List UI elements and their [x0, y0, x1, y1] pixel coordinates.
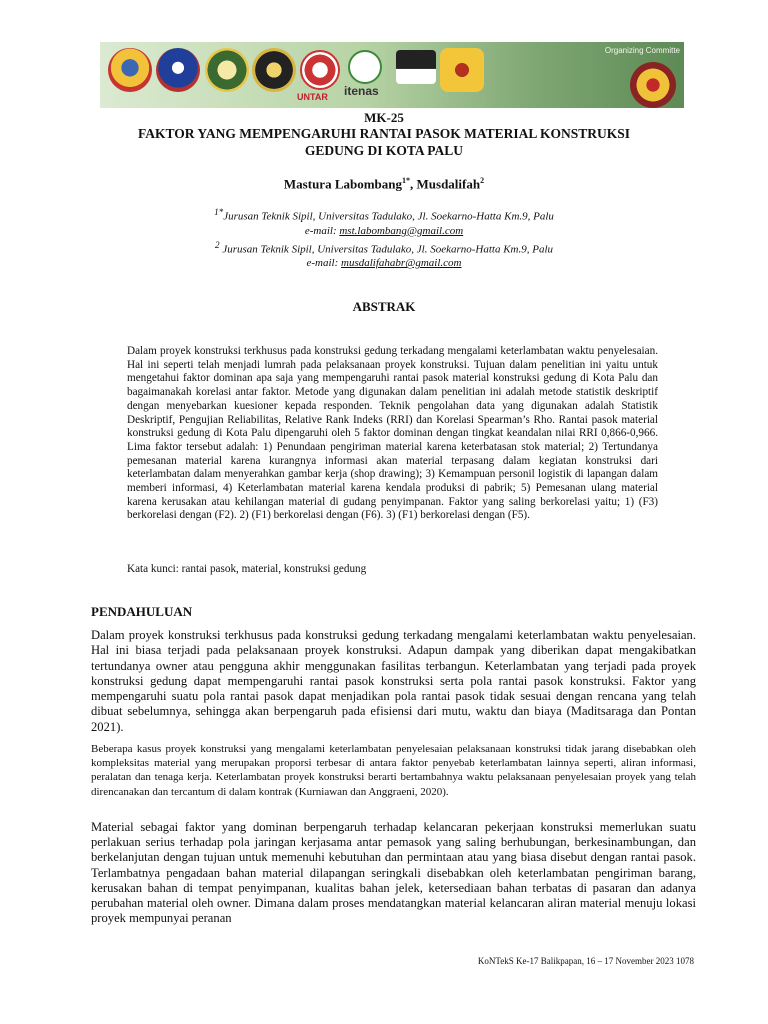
univ-logo-3: [205, 48, 249, 92]
intro-paragraph-2: Beberapa kasus proyek konstruksi yang mengalami keterlambatan penyelesaian pelaksanaan konstruksi tidak jarang disebabkan oleh kompleksitas material yang merupakan proporsi terbesar di antara faktor penyebab keterlambatan lainnya seperti, aliran informasi, peralatan dan tenaga kerja. Keterlambatan proyek konstruksi berarti bertambahnya waktu pelaksanaan penyelesaian proyek yang telah direncanakan dan tercantum di dalam kontrak (Kurniawan dan Anggraeni, 2020).: [91, 743, 696, 798]
univ-logo-2: [156, 48, 200, 92]
keywords: Kata kunci: rantai pasok, material, konstruksi gedung: [127, 563, 367, 575]
intro-paragraph-3: Material sebagai faktor yang dominan berpengaruh terhadap kelancaran pekerjaan konstruksi memerlukan suatu perlakuan serius terhadap pola jaringan kerjasama antar pemasok yang saling berhubungan, berkesinambungan, dan berkelanjutan dengan tujuan untuk memenuhi kebutuhan dan permintaan atau yang biasa disebut dengan rantai pasok. Terlambatnya pengadaan bahan material dilapangan seringkali disebabkan oleh keterlambatan pengiriman barang, kerusakan bahan di tempat penyimpanan, kualitas bahan jelek, ketersediaan bahan terbatas di pasaran dan adanya perubahan material oleh owner. Dimana dalam proses mendatangkan material kelancaran aliran material menuju lokasi proyek mempunyai peranan: [91, 820, 696, 926]
paper-title: [0, 125, 768, 159]
title-line-2: GEDUNG DI KOTA PALU: [304, 143, 464, 158]
affiliation-2: $^2$ Jurusan Teknik Sipil, Universitas Tadulako, Jl. Soekarno-Hatta Km.9, Palu: [214, 239, 554, 256]
affiliation-1: $^{1*}$Jurusan Teknik Sipil, Universitas Tadulako, Jl. Soekarno-Hatta Km.9, Palu: [214, 207, 554, 223]
itenas-label: itenas: [344, 84, 379, 98]
untar-logo: [300, 50, 340, 90]
email-1-label: e-mail: [304, 224, 333, 237]
author-separator: ,: [410, 176, 417, 192]
itenas-logo: [348, 50, 382, 84]
section-heading-pendahuluan: PENDAHULUAN: [91, 604, 193, 619]
abstract-body: Dalam proyek konstruksi terkhusus pada konstruksi gedung terkadang mengalami keterlambatan waktu penyelesaian. Hal ini seperti telah menjadi lumrah pada pelaksanaan proyek konstruksi. Tujuan dalam penelitian ini yaitu untuk mengetahui faktor dominan apa saja yang mempengaruhi rantai pasok material konstruksi gedung di Kota Palu dan bagaimanakah korelasi antar faktor. Metode yang digunakan dalam penelitian ini adalah metode statistik deskriptif dengan menyebarkan kuesioner kepada responden. Teknik pengolahan data yang digunakan adalah Statistik Deskriptif, Pengujian Reliabilitas, Relative Rank Indeks (RRI) dan Korelasi Spearman’s Rho. Rantai pasok material konstruksi gedung di Kota Palu dipengaruhi oleh 5 faktor dominan dengan tingkat keandalan nilai RRI 0,866-0,966. Lima faktor tersebut adalah: 1) Penundaan pengiriman material karena keterbatasan stok material; 2) Tertundanya pemesanan material karena kurangnya informasi akan material terpasang dalam kegiatan konstruksi dari keterlambatan dalam menyerahkan gambar kerja (shop drawing); 3) Kemampuan personil logistik di lapangan dalam memberi informasi, 4) Keterlambatan material karena kendala produksi di pabrik; 5) Pemesanan ulang material karena kerusakan atau kehilangan material di gudang penyimpanan. Faktor yang saling berkorelasi yaitu; 1) (F3) berkorelasi dengan (F2). 2) (F1) berkorelasi dengan (F6). 3) (F1) berkorelasi dengan (F5).: [127, 345, 658, 522]
email-2-line: [0, 256, 768, 270]
organizer-logo: [630, 62, 676, 108]
organizing-committee-label: Organizing Committe: [604, 46, 680, 55]
email-2-link[interactable]: musdalifahabr@gmail.com: [341, 257, 462, 270]
affiliations: [0, 205, 768, 270]
email-2-label: e-mail:: [306, 257, 339, 270]
email-1-link[interactable]: mst.labombang@gmail.com: [339, 224, 464, 237]
page-footer: KoNTekS Ke-17 Balikpapan, 16 – 17 November 2023 1078: [477, 956, 694, 966]
authors: [0, 176, 768, 192]
email-1-line: e-mail: mst.labombang@gmail.com: [304, 224, 464, 237]
author-1: Mastura Labombang: [283, 176, 403, 192]
univ-logo-1: [108, 48, 152, 92]
intro-paragraph-1: Dalam proyek konstruksi terkhusus pada konstruksi gedung terkadang mengalami keterlambatan waktu penyelesaian. Hal ini biasa terjadi pada pelaksanaan proyek konstruksi. Adapun dampak yang diberikan dapat mengakibatkan tertundanya owner atau pengguna akhir menggunakan fasilitas terbangun. Keterlambatan yang terjadi pada proyek konstruksi gedung dapat mempengaruhi rantai pasok konstruksi serta pola rantai pasok konstruksi. Faktor yang mempengaruhi suatu pola rantai pasok dapat menjadikan pola rantai pasok tidak sesuai dengan rencana yang telah dibuat sebelumnya, sehingga akan berpengaruh pada efisiensi dari mutu, waktu dan biaya (Maditsaraga dan Pontan 2021).: [91, 628, 696, 734]
abstract-heading: ABSTRAK: [352, 299, 416, 314]
conference-banner: [100, 42, 684, 108]
author-2-sup: 2: [480, 176, 485, 185]
paper-code: MK-25: [364, 110, 404, 125]
univ-logo-7: [396, 50, 436, 84]
univ-logo-4: [252, 48, 296, 92]
author-2: Musdalifah: [416, 176, 481, 192]
author-1-sup: 1*: [402, 176, 411, 185]
untar-label: UNTAR: [297, 92, 328, 102]
title-line-1: FAKTOR YANG MEMPENGARUHI RANTAI PASOK MATERIAL KONSTRUKSI: [137, 126, 631, 141]
univ-logo-8: [440, 48, 484, 92]
